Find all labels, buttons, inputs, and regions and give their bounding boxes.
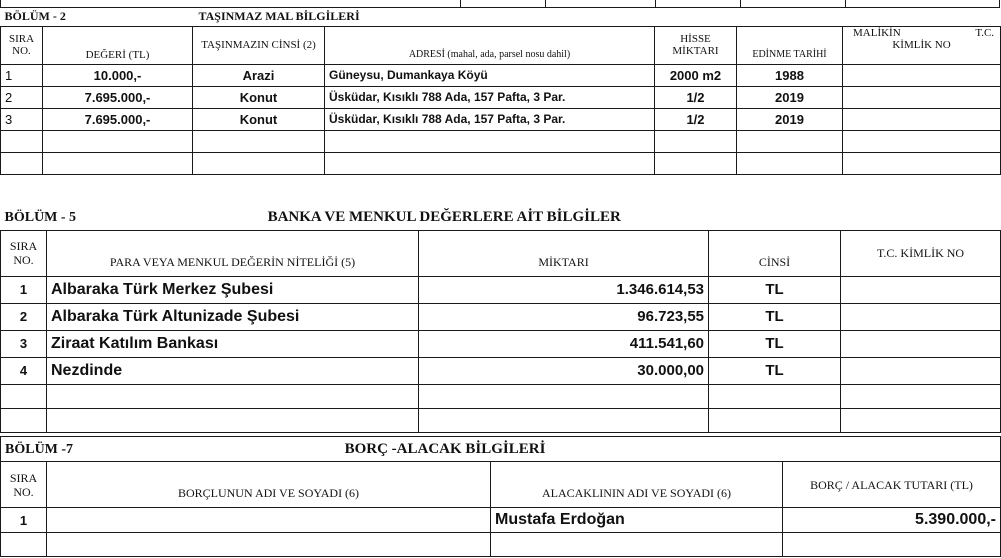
row-no: 2 <box>1 86 43 108</box>
row-nitelik: Ziraat Katılım Bankası <box>47 330 419 357</box>
header-tutar: BORÇ / ALACAK TUTARI (TL) <box>783 462 1001 508</box>
row-tarih: 2019 <box>737 108 843 130</box>
row-tc <box>841 303 1001 330</box>
empty-row <box>1 408 1001 432</box>
section-7 <box>0 436 1000 557</box>
row-cins: TL <box>709 303 841 330</box>
empty-row <box>1 152 1001 174</box>
table-row <box>1 64 1001 86</box>
row-deger: 7.695.000,- <box>43 86 193 108</box>
header-sira: SIRA NO. <box>1 462 47 508</box>
section-2-title: TAŞINMAZ MAL BİLGİLERİ <box>193 8 1001 26</box>
table-row <box>1 303 1001 330</box>
row-tc <box>841 357 1001 384</box>
row-no: 4 <box>1 357 47 384</box>
row-no: 1 <box>1 508 47 533</box>
header-tc: T.C. <box>975 26 995 39</box>
row-no: 2 <box>1 303 47 330</box>
row-miktar: 30.000,00 <box>419 357 709 384</box>
debt-table <box>0 436 1001 557</box>
row-tarih: 1988 <box>737 64 843 86</box>
section-5-title: BANKA VE MENKUL DEĞERLERE AİT BİLGİLER <box>267 208 621 225</box>
table-row <box>1 108 1001 130</box>
real-estate-table <box>0 8 1001 175</box>
header-edinme: EDİNME TARİHİ <box>737 26 843 64</box>
header-malikin: MALİKİN <box>853 26 901 39</box>
header-alacakli: ALACAKLININ ADI VE SOYADI (6) <box>491 462 783 508</box>
row-tarih: 2019 <box>737 86 843 108</box>
row-cins: Konut <box>193 86 325 108</box>
section-2-label: BÖLÜM - 2 <box>1 8 193 26</box>
row-tc <box>843 108 1001 130</box>
row-tutar: 5.390.000,- <box>783 508 1001 533</box>
row-borclu <box>47 508 491 533</box>
table-row <box>1 330 1001 357</box>
row-hisse: 2000 m2 <box>655 64 737 86</box>
header-hisse: HİSSE MİKTARI <box>655 26 737 64</box>
row-tc <box>841 330 1001 357</box>
row-hisse: 1/2 <box>655 108 737 130</box>
row-no: 3 <box>1 330 47 357</box>
row-miktar: 411.541,60 <box>419 330 709 357</box>
empty-row <box>1 533 1001 557</box>
header-cinsi: TAŞINMAZIN CİNSİ (2) <box>193 26 325 64</box>
row-adres: Güneysu, Dumankaya Köyü <box>325 64 655 86</box>
table-row <box>1 276 1001 303</box>
row-nitelik: Albaraka Türk Merkez Şubesi <box>47 276 419 303</box>
table-row <box>1 508 1001 533</box>
section-5 <box>0 205 1000 433</box>
row-tc <box>843 64 1001 86</box>
section-7-label: BÖLÜM -7 <box>5 441 74 457</box>
bank-table <box>0 205 1001 433</box>
row-adres: Üsküdar, Kısıklı 788 Ada, 157 Pafta, 3 Par. <box>325 86 655 108</box>
header-tc: T.C. KİMLİK NO <box>841 230 1001 276</box>
row-deger: 7.695.000,- <box>43 108 193 130</box>
row-tc <box>843 86 1001 108</box>
row-cins: TL <box>709 276 841 303</box>
header-adresi: ADRESİ (mahal, ada, parsel nosu dahil) <box>325 26 655 64</box>
row-no: 3 <box>1 108 43 130</box>
section-5-label: BÖLÜM - 5 <box>4 209 77 225</box>
row-miktar: 96.723,55 <box>419 303 709 330</box>
row-nitelik: Nezdinde <box>47 357 419 384</box>
header-malikin-tc <box>843 26 1001 64</box>
section-7-title: BORÇ -ALACAK BİLGİLERİ <box>344 440 546 457</box>
row-deger: 10.000,- <box>43 64 193 86</box>
row-no: 1 <box>1 276 47 303</box>
row-cins: TL <box>709 357 841 384</box>
empty-row <box>1 130 1001 152</box>
header-kimlik: KİMLİK NO <box>892 38 951 51</box>
row-adres: Üsküdar, Kısıklı 788 Ada, 157 Pafta, 3 Par. <box>325 108 655 130</box>
row-hisse: 1/2 <box>655 86 737 108</box>
row-nitelik: Albaraka Türk Altunizade Şubesi <box>47 303 419 330</box>
header-sira: SIRA NO. <box>1 26 43 64</box>
row-cins: Arazi <box>193 64 325 86</box>
table-row <box>1 86 1001 108</box>
header-nitelik: PARA VEYA MENKUL DEĞERİN NİTELİĞİ (5) <box>47 230 419 276</box>
row-cins: Konut <box>193 108 325 130</box>
header-miktar: MİKTARI <box>419 230 709 276</box>
row-alacakli: Mustafa Erdoğan <box>491 508 783 533</box>
row-miktar: 1.346.614,53 <box>419 276 709 303</box>
top-strip <box>0 0 1000 8</box>
table-row <box>1 357 1001 384</box>
row-cins: TL <box>709 330 841 357</box>
section-2 <box>0 8 1000 175</box>
header-cinsi: CİNSİ <box>709 230 841 276</box>
row-tc <box>841 276 1001 303</box>
header-borclu: BORÇLUNUN ADI VE SOYADI (6) <box>47 462 491 508</box>
empty-row <box>1 384 1001 408</box>
row-no: 1 <box>1 64 43 86</box>
header-sira: SIRA NO. <box>1 230 47 276</box>
header-degeri: DEĞERİ (TL) <box>43 26 193 64</box>
